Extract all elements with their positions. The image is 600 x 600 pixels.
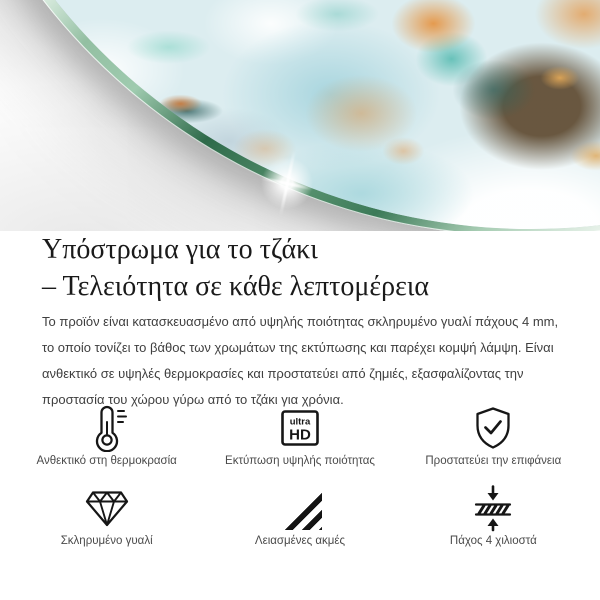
feature-label: Εκτύπωση υψηλής ποιότητας [225,455,375,467]
page-title-line-1: Υπόστρωμα για το τζάκι [42,234,318,265]
ultra-hd-icon [276,404,324,452]
polished-edges-icon [278,486,322,530]
description-line: το οποίο τονίζει το βάθος των χρωμάτων της εκτύπωσης και παρέχει κομψή λάμψη. Είναι [42,340,554,355]
description-line: Το προϊόν είναι κατασκευασμένο από υψηλής ποιότητας σκληρυμένο γυαλί πάχους 4 mm, [42,314,559,329]
feature-heat-resistant [10,403,203,467]
feature-surface-protection [397,403,590,467]
description-line: προστασία του χώρου γύρω από το τζάκι για χρόνια. [42,392,344,407]
product-description [42,309,558,413]
sparkle-icon [245,141,328,224]
feature-print-quality [203,403,396,467]
feature-thickness [397,483,590,547]
ultra-text: ultra [289,416,311,428]
page-title [42,231,429,305]
feature-tempered-glass [10,483,203,547]
shield-check-icon [469,404,517,452]
diamond-icon [83,484,131,532]
thickness-icon [469,484,517,532]
thermometer-icon [83,404,131,452]
feature-polished-edges [203,483,396,547]
feature-label: Λειασμένες ακμές [254,535,346,547]
feature-label: Πάχος 4 χιλιοστά [449,535,537,547]
description-line: ανθεκτικό σε υψηλές θερμοκρασίες και προστατεύει από ζημιές, εξασφαλίζοντας την [42,366,524,381]
product-image [0,0,600,231]
feature-label: Σκληρυμένο γυαλί [60,535,153,547]
feature-label: Ανθεκτικό στη θερμοκρασία [36,455,177,467]
hd-text: HD [289,426,311,444]
feature-grid [0,403,600,563]
feature-label: Προστατεύει την επιφάνεια [425,455,562,467]
page-title-line-2: – Τελειότητα σε κάθε λεπτομέρεια [42,271,430,302]
